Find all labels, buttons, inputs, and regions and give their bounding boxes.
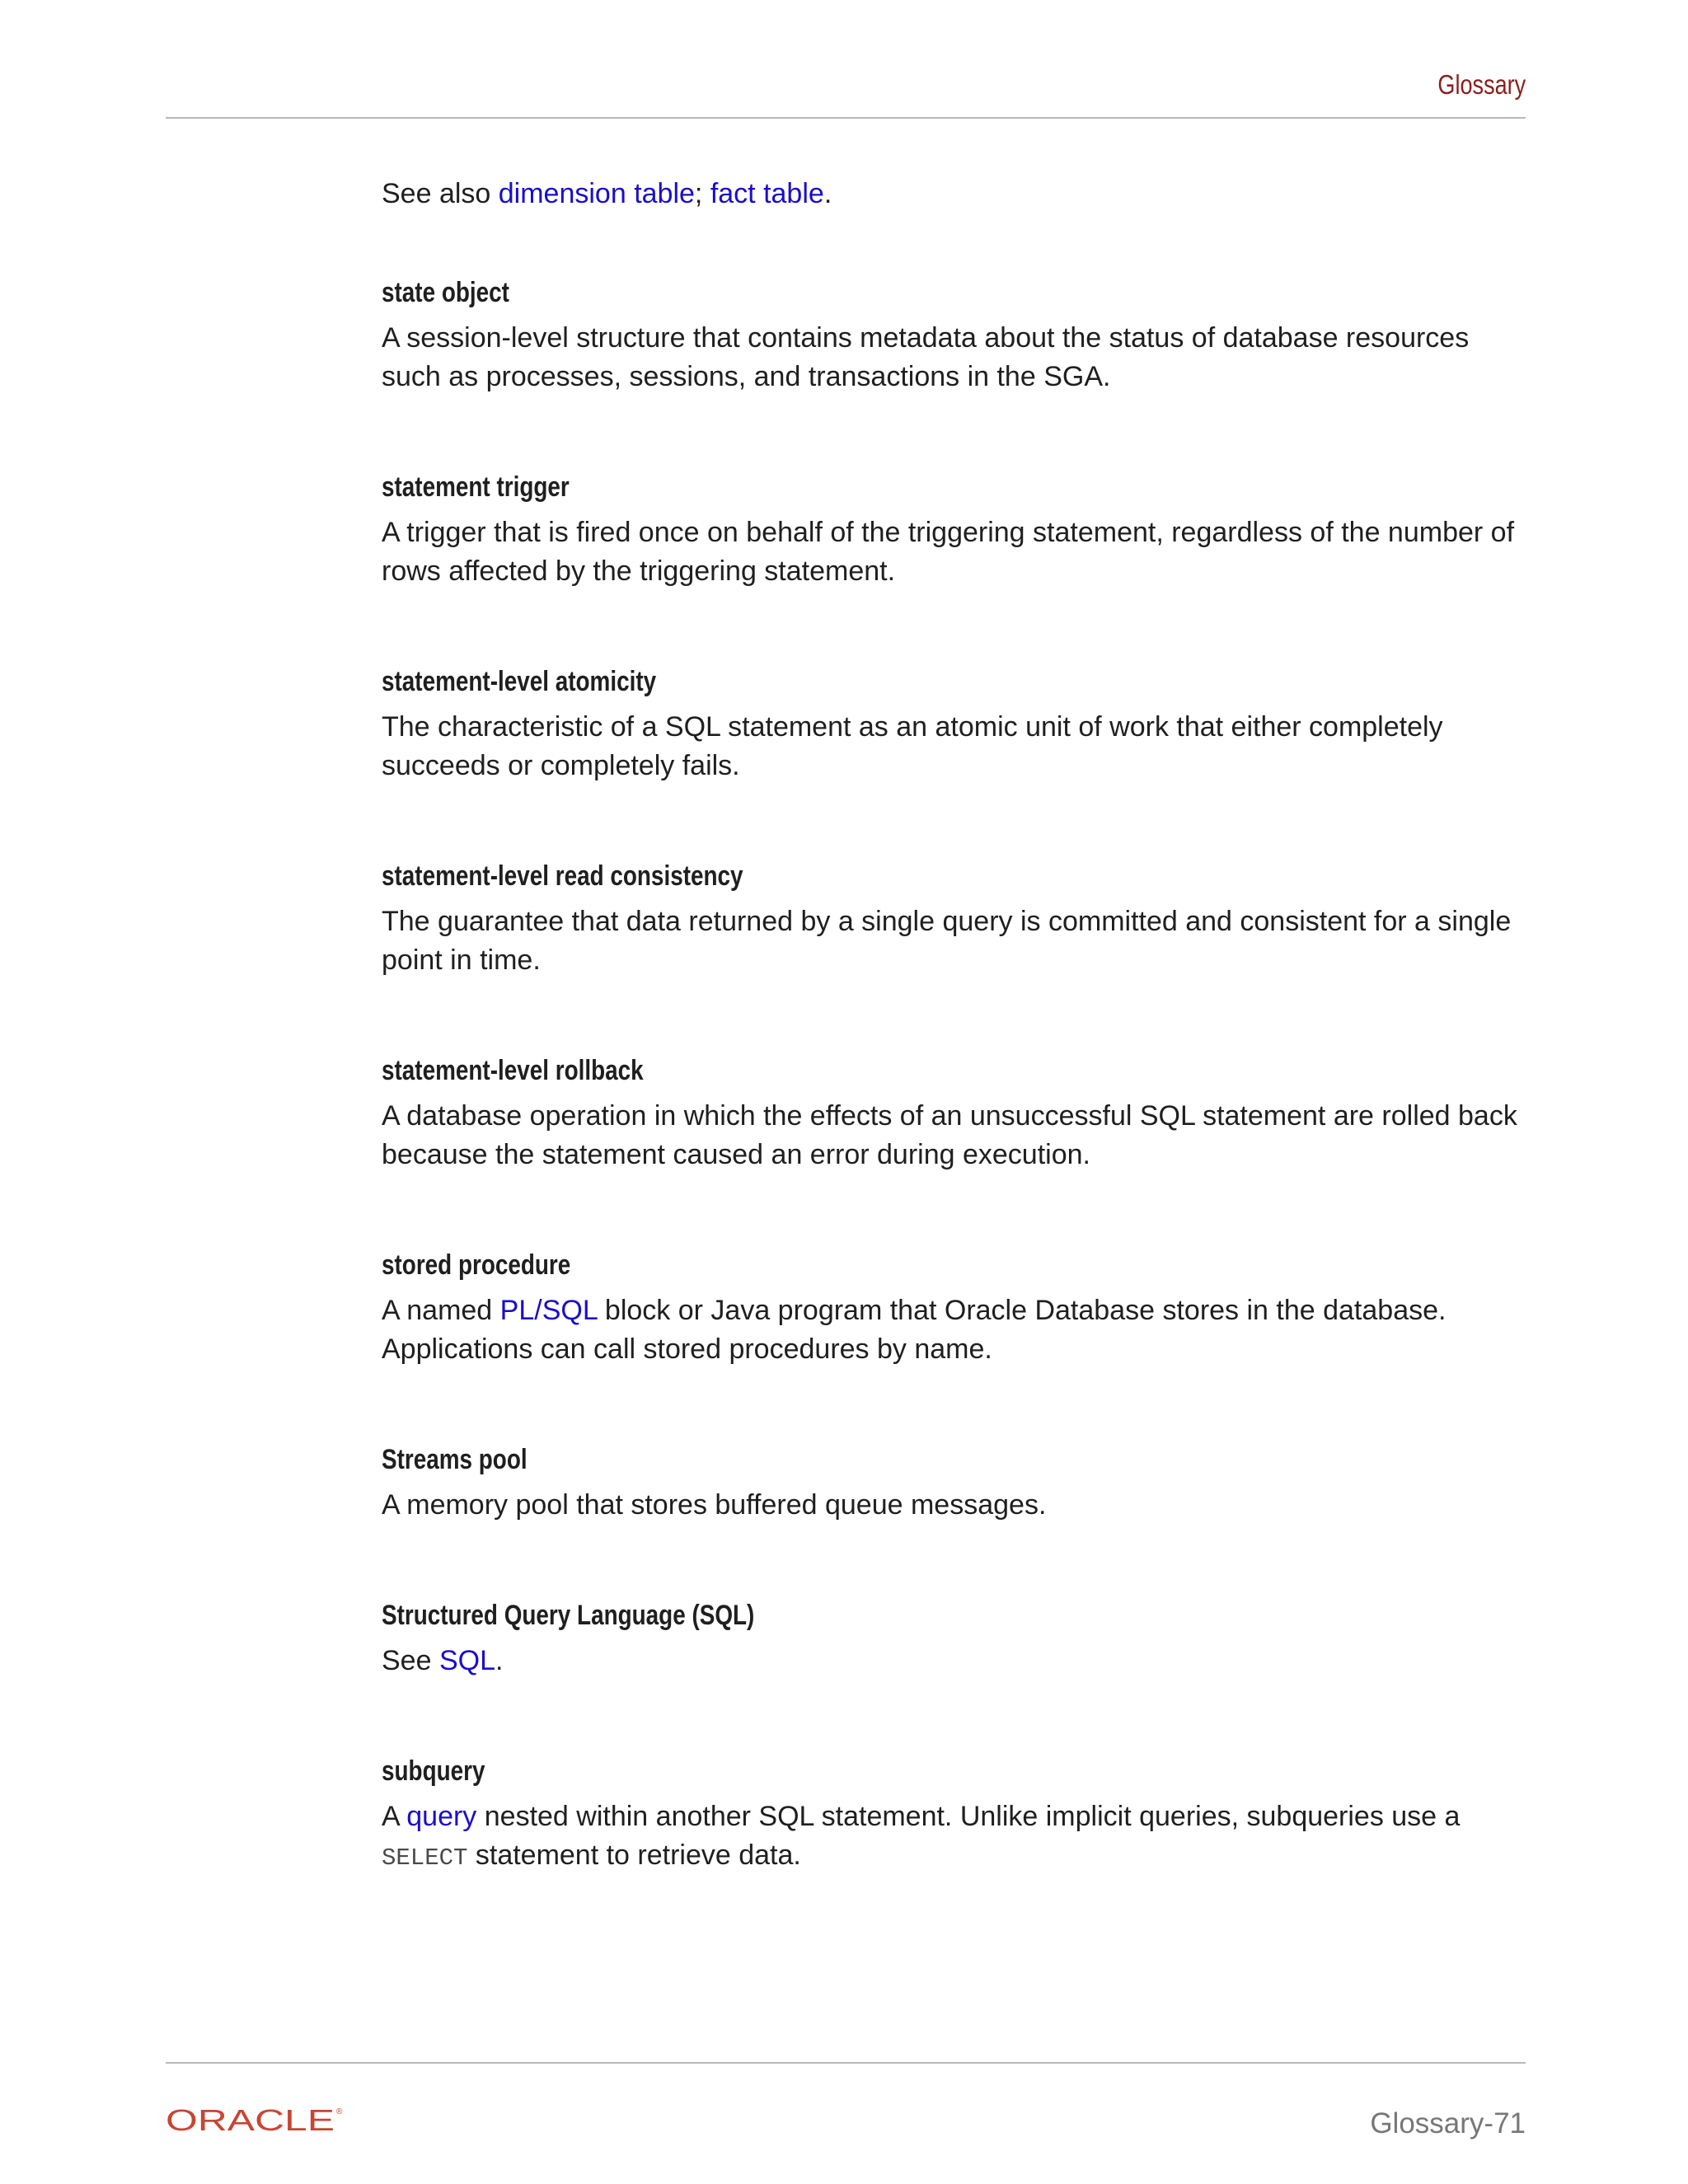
glossary-entry-statement-level-atomicity: [382, 665, 1531, 785]
definition-state-object: A session-level structure that contains metadata about the status of database resources such as processes, sessions, and transactions in the SGA.: [382, 322, 1470, 392]
definition-suffix: .: [495, 1645, 504, 1676]
definition-middle: nested within another SQL statement. Unlike implicit queries, subqueries use a: [476, 1801, 1461, 1832]
definition-prefix: A: [382, 1801, 407, 1832]
registered-mark-icon: ®: [336, 2107, 343, 2116]
glossary-entry-statement-level-rollback: [382, 1054, 1531, 1174]
running-header: Glossary: [1437, 69, 1526, 100]
glossary-entry-subquery: [382, 1755, 1531, 1877]
select-code: SELECT: [382, 1844, 468, 1872]
query-link[interactable]: query: [406, 1801, 477, 1832]
term-statement-level-atomicity: statement-level atomicity: [382, 666, 657, 697]
term-structured-query-language: Structured Query Language (SQL): [382, 1600, 755, 1631]
sql-link[interactable]: SQL: [438, 1645, 495, 1676]
glossary-content: [382, 175, 1531, 1952]
term-stored-procedure: stored procedure: [382, 1249, 571, 1281]
header-divider: [166, 117, 1526, 119]
definition-stored-procedure: [382, 1291, 1531, 1369]
plsql-link[interactable]: PL/SQL: [499, 1295, 598, 1326]
definition-structured-query-language: [382, 1642, 1531, 1680]
definition-statement-level-atomicity: The characteristic of a SQL statement as an atomic unit of work that either completely succeeds or completely fails.: [382, 711, 1443, 781]
term-state-object: state object: [382, 277, 509, 308]
see-also-separator: ;: [694, 178, 710, 209]
dimension-table-link[interactable]: dimension table: [498, 178, 695, 209]
definition-statement-level-rollback: A database operation in which the effects of an unsuccessful SQL statement are rolled back because the statement caused an error during execution.: [382, 1100, 1517, 1170]
glossary-entry-stored-procedure: [382, 1249, 1531, 1369]
definition-suffix: block or Java program that Oracle Database stores in the database. Applications can call stored procedures by name.: [382, 1295, 1447, 1365]
glossary-entry-statement-trigger: [382, 471, 1531, 591]
definition-streams-pool: A memory pool that stores buffered queue messages.: [382, 1489, 1047, 1521]
see-also-suffix: .: [823, 178, 832, 209]
glossary-entry-structured-query-language: [382, 1599, 1531, 1680]
fact-table-link[interactable]: fact table: [710, 178, 824, 209]
oracle-logo: [166, 2106, 349, 2134]
definition-subquery: [382, 1797, 1531, 1877]
definition-suffix: statement to retrieve data.: [467, 1840, 801, 1871]
see-also-line: [382, 175, 1531, 213]
term-subquery: subquery: [382, 1755, 485, 1787]
glossary-entry-state-object: [382, 276, 1531, 396]
footer-divider: [166, 2062, 1526, 2064]
glossary-entry-streams-pool: [382, 1443, 1531, 1525]
term-statement-level-read-consistency: statement-level read consistency: [382, 860, 743, 892]
glossary-entry-statement-level-read-consistency: [382, 860, 1531, 980]
definition-statement-level-read-consistency: The guarantee that data returned by a single query is committed and consistent for a single point in time.: [382, 906, 1512, 976]
term-streams-pool: Streams pool: [382, 1444, 528, 1475]
oracle-logo-text: ORACLE: [166, 2106, 335, 2134]
see-also-prefix: See also: [382, 178, 499, 209]
definition-prefix: A named: [382, 1295, 500, 1326]
page-number: Glossary-71: [1370, 2107, 1526, 2139]
term-statement-trigger: statement trigger: [382, 471, 570, 503]
definition-statement-trigger: A trigger that is fired once on behalf of the triggering statement, regardless of the number of rows affected by the triggering statement.: [382, 517, 1515, 587]
term-statement-level-rollback: statement-level rollback: [382, 1055, 644, 1086]
definition-prefix: See: [382, 1645, 439, 1676]
